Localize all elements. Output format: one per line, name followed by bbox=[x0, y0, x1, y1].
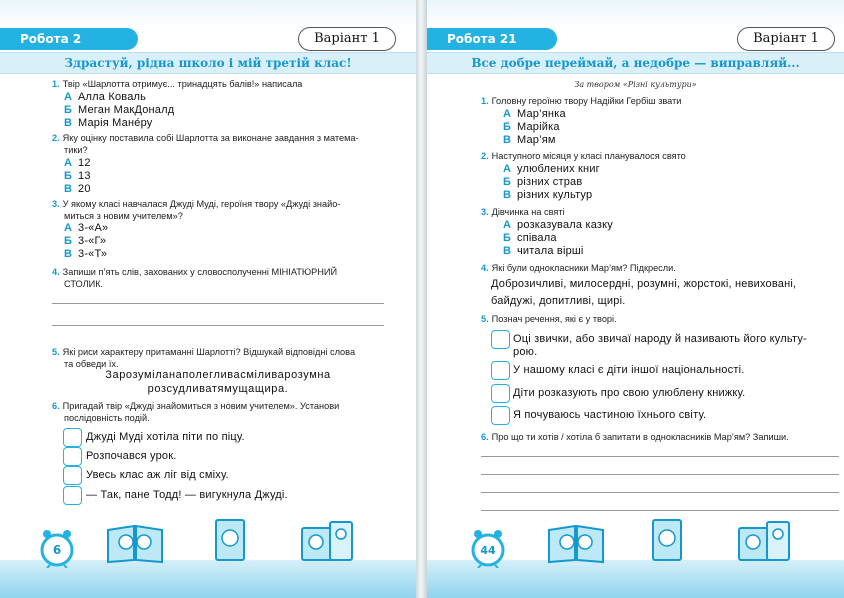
work-label: Робота 21 bbox=[427, 28, 557, 50]
order-box[interactable] bbox=[63, 466, 82, 485]
subtitle: За твором «Різні культури» bbox=[574, 80, 697, 89]
option-b[interactable]: Б Меган МакДоналд bbox=[64, 104, 175, 116]
variant-label: Варіант 1 bbox=[298, 27, 396, 51]
option-b[interactable]: Б Марійка bbox=[503, 121, 560, 133]
option-v[interactable]: В 3-«Т» bbox=[64, 248, 108, 260]
question-5: 5. Які риси характеру притаманні Шарлотті? Відшукай відповідні слова та обведи їх. bbox=[52, 347, 356, 369]
option-v[interactable]: В 20 bbox=[64, 183, 91, 195]
option-b[interactable]: Б різних страв bbox=[503, 176, 583, 188]
page-title: Все добре переймай, а недобре — виправляй... bbox=[427, 52, 844, 74]
page-title: Здрастуй, рідна школо і мій третій клас! bbox=[0, 52, 416, 74]
order-box[interactable] bbox=[63, 428, 82, 447]
question-3: 3. У якому класі навчалася Джуді Муді, героїня твору «Джуді знайо- миться з новим учителем»? bbox=[52, 199, 341, 221]
answer-line[interactable] bbox=[481, 510, 839, 511]
page-number: 44 bbox=[480, 544, 496, 557]
question-5: 5. Познач речення, які є у творі. bbox=[481, 314, 617, 324]
sentence-item: У нашому класі є діти іншої національності. bbox=[513, 364, 745, 376]
option-a[interactable]: А 3-«А» bbox=[64, 222, 109, 234]
book-stack-character-icon bbox=[296, 518, 358, 564]
answer-line[interactable] bbox=[52, 303, 384, 304]
question-6: 6. Пригадай твір «Джуді знайомиться з новим учителем». Установи послідовність подій. bbox=[52, 401, 340, 423]
option-v[interactable]: В Мар’ям bbox=[503, 134, 556, 146]
order-box[interactable] bbox=[63, 447, 82, 466]
right-page bbox=[427, 0, 844, 598]
page-number: 6 bbox=[52, 543, 62, 557]
option-a[interactable]: А улюблених книг bbox=[503, 163, 600, 175]
question-1: 1. Головну героїню твору Надійки Гербіш звати bbox=[481, 96, 682, 106]
event-item: — Так, пане Тодд! — вигукнула Джуді. bbox=[86, 489, 288, 501]
answer-line[interactable] bbox=[481, 492, 839, 493]
option-a[interactable]: А 12 bbox=[64, 157, 91, 169]
question-2: 2. Яку оцінку поставила собі Шарлотта за виконане завдання з матема- тики? bbox=[52, 133, 359, 155]
sentence-checkbox[interactable] bbox=[491, 406, 510, 425]
option-b[interactable]: Б співала bbox=[503, 232, 557, 244]
classmate-traits[interactable]: байдужі, допитливі, щирі. bbox=[491, 295, 626, 307]
option-a[interactable]: А розказувала казку bbox=[503, 219, 613, 231]
sentence-checkbox[interactable] bbox=[491, 330, 510, 349]
work-label: Робота 2 bbox=[0, 28, 138, 50]
sentence-item: Оці звички, або звичаї народу й називають його культу- рою. bbox=[513, 333, 807, 358]
event-item: Розпочався урок. bbox=[86, 450, 177, 462]
question-4: 4. Запиши п’ять слів, захованих у словосполученні МІНІАТЮРНИЙ СТОЛИК. bbox=[52, 267, 338, 289]
question-4: 4. Які були однокласники Мар’ям? Підкресли. bbox=[481, 263, 676, 273]
left-page bbox=[0, 0, 416, 598]
answer-line[interactable] bbox=[52, 325, 384, 326]
question-3: 3. Дівчинка на святі bbox=[481, 207, 565, 217]
option-b[interactable]: Б 3-«Г» bbox=[64, 235, 107, 247]
option-b[interactable]: Б 13 bbox=[64, 170, 91, 182]
hidden-letters-line[interactable]: Зарозуміланаполегливасміливарозумна bbox=[105, 369, 331, 381]
event-item: Увесь клас аж ліг від сміху. bbox=[86, 469, 229, 481]
book-spine bbox=[416, 0, 427, 598]
answer-line[interactable] bbox=[481, 474, 839, 475]
question-2: 2. Наступного місяця у класі планувалося свято bbox=[481, 151, 686, 161]
book-stack-character-icon bbox=[733, 518, 795, 564]
answer-line[interactable] bbox=[481, 456, 839, 457]
event-item: Джуді Муді хотіла піти по піцу. bbox=[86, 431, 245, 443]
option-a[interactable]: А Мар’янка bbox=[503, 108, 566, 120]
option-v[interactable]: В різних культур bbox=[503, 189, 593, 201]
question-6: 6. Про що ти хотів / хотіла б запитати в однокласників Мар’ям? Запиши. bbox=[481, 432, 789, 442]
question-1: 1. Твір «Шарлотта отримує... тринадцять балів!» написала bbox=[52, 79, 303, 89]
open-book-character-icon bbox=[545, 520, 607, 564]
order-box[interactable] bbox=[63, 486, 82, 505]
sentence-item: Діти розказують про свою улюблену книжку. bbox=[513, 387, 746, 399]
top-strip bbox=[427, 0, 844, 26]
sentence-item: Я почуваюсь частиною їхнього світу. bbox=[513, 409, 707, 421]
hidden-letters-line[interactable]: розсудливатямущащира. bbox=[147, 383, 289, 395]
sentence-checkbox[interactable] bbox=[491, 361, 510, 380]
open-book-character-icon bbox=[104, 520, 166, 564]
classmate-traits[interactable]: Доброзичливі, милосердні, розумні, жорстокі, невиховані, bbox=[491, 278, 797, 290]
variant-label: Варіант 1 bbox=[737, 27, 835, 51]
sentence-checkbox[interactable] bbox=[491, 384, 510, 403]
book-character-icon bbox=[649, 518, 685, 564]
option-a[interactable]: А Алла Коваль bbox=[64, 91, 147, 103]
top-strip bbox=[0, 0, 416, 26]
option-v[interactable]: В читала вірші bbox=[503, 245, 584, 257]
option-v[interactable]: В Марія Мане́ру bbox=[64, 117, 153, 129]
book-character-icon bbox=[212, 518, 248, 564]
